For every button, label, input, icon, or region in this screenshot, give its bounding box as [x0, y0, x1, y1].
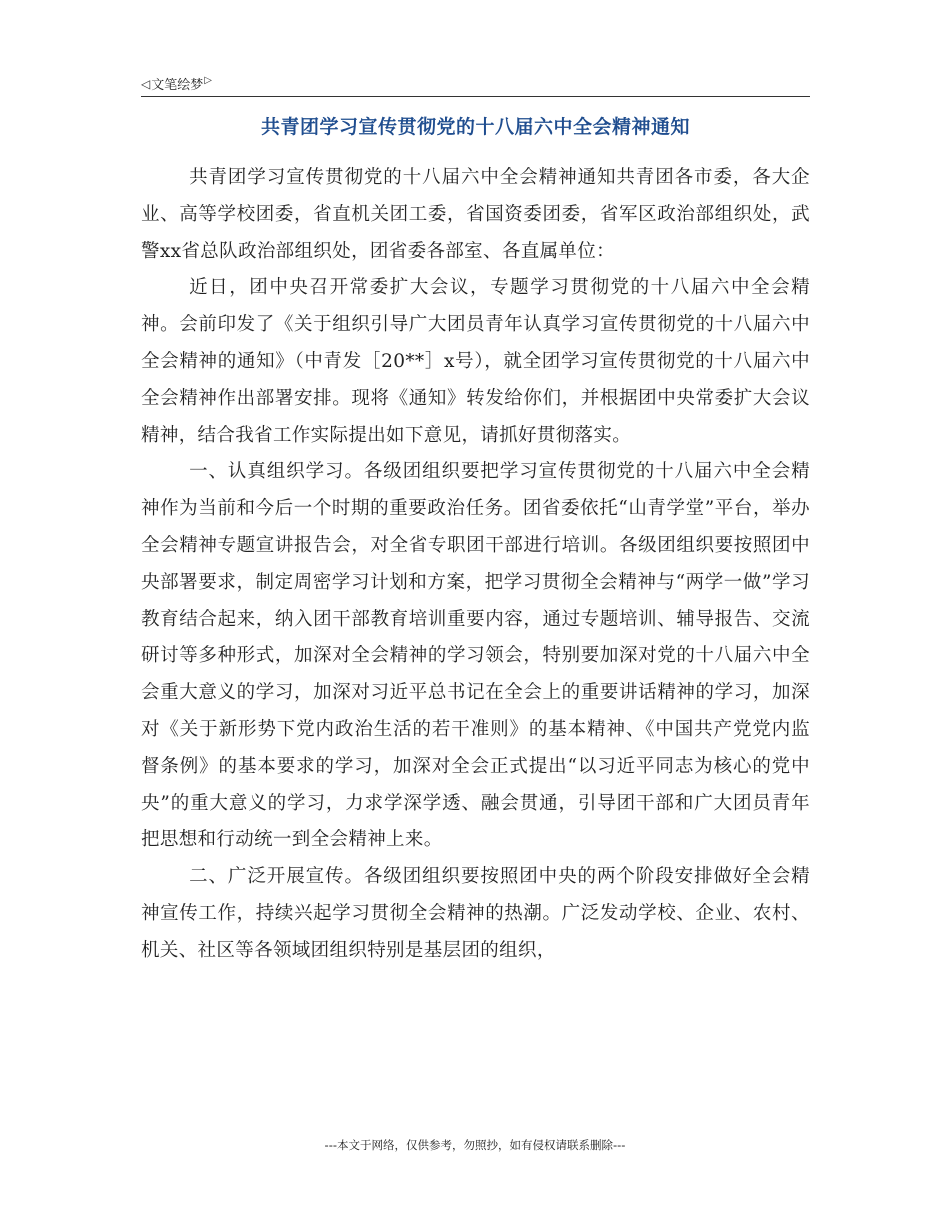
paragraph-intro: 近日，团中央召开常委扩大会议，专题学习贯彻党的十八届六中全会精神。会前印发了《关于组织引导广大团员青年认真学习宣传贯彻党的十八届六中全会精神的通知》（中青发［20**］x号），就全团学习宣传贯彻党的十八届六中全会精神作出部署安排。现将《通知》转发给你们，并根据团中央常委扩大会议精神，结合我省工作实际提出如下意见，请抓好贯彻落实。: [141, 277, 810, 446]
footer-notice: ---本文于网络，仅供参考，勿照抄，如有侵权请联系删除---: [324, 1138, 626, 1152]
paragraph-section-1: 一、认真组织学习。各级团组织要把学习宣传贯彻党的十八届六中全会精神作为当前和今后一个时期的重要政治任务。团省委依托“山青学堂”平台，举办全会精神专题宣讲报告会，对全省专职团干部进行培训。各级团组织要按照团中央部署要求，制定周密学习计划和方案，把学习贯彻全会精神与“两学一做”学习教育结合起来，纳入团干部教育培训重要内容，通过专题培训、辅导报告、交流研讨等多种形式，加深对全会精神的学习领会，特别要加深对党的十八届六中全会重大意义的学习，加深对习近平总书记在全会上的重要讲话精神的学习，加深对《关于新形势下党内政治生活的若干准则》的基本精神、《中国共产党党内监督条例》的基本要求的学习，加深对全会正式提出“以习近平同志为核心的党中央”的重大意义的学习，力求学深学透、融会贯通，引导团干部和广大团员青年把思想和行动统一到全会精神上来。: [141, 461, 810, 851]
document-title: 共青团学习宣传贯彻党的十八届六中全会精神通知: [260, 116, 690, 138]
header-brand: [141, 74, 212, 93]
triangle-left-icon: ◁: [141, 76, 151, 91]
document-body: [141, 160, 810, 970]
paragraph-addressees: 共青团学习宣传贯彻党的十八届六中全会精神通知共青团各市委，各大企业、高等学校团委，省直机关团工委，省国资委团委，省军区政治部组织处，武警xx省总队政治部组织处，团省委各部室、各直属单位：: [141, 167, 810, 262]
paragraph-section-2: 二、广泛开展宣传。各级团组织要按照团中央的两个阶段安排做好全会精神宣传工作，持续兴起学习贯彻全会精神的热潮。广泛发动学校、企业、农村、机关、社区等各领域团组织特别是基层团的组织，: [141, 866, 810, 961]
triangle-right-icon: ▷: [204, 75, 212, 86]
page-header: [141, 74, 810, 97]
header-label: 文笔绘梦: [151, 78, 204, 93]
